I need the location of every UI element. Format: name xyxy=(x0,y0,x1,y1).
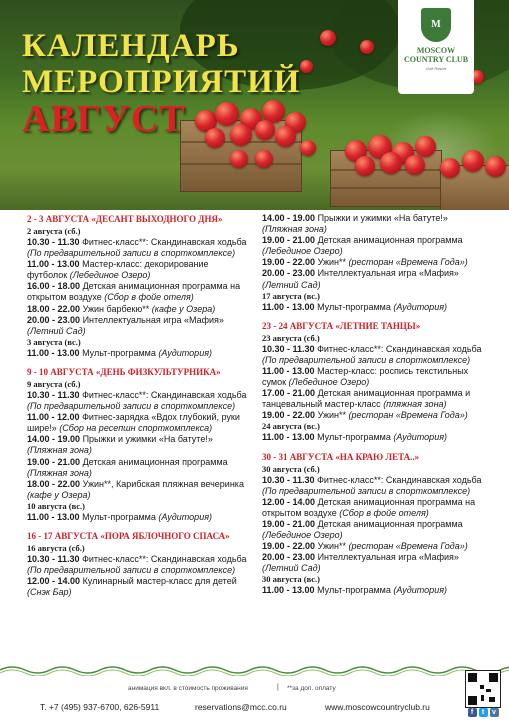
event-text: Интеллектуальная игра «Мафия» xyxy=(317,268,459,279)
vk-icon[interactable]: v xyxy=(490,708,499,717)
event-item xyxy=(262,388,484,410)
title-month: АВГУСТ xyxy=(22,98,186,140)
event-item xyxy=(262,366,484,388)
qr-code-icon[interactable] xyxy=(465,670,501,708)
event-location: (Летний Сад) xyxy=(27,325,86,336)
apple xyxy=(300,60,313,73)
event-time: 19.00 - 21.00 xyxy=(262,518,316,529)
day-heading: 9 августа (сб.) xyxy=(27,378,81,389)
event-text: Мульт-программа xyxy=(82,347,156,358)
event-item xyxy=(262,302,484,313)
section-title: 16 - 17 АВГУСТА «ПОРА ЯБЛОЧНОГО СПАСА» xyxy=(27,530,230,541)
event-location: (Аудитория) xyxy=(158,511,213,522)
event-item xyxy=(27,348,247,359)
event-text: Интеллектуальная игра «Мафия» xyxy=(82,314,224,325)
event-time: 11.00 - 12.00 xyxy=(27,412,80,423)
event-location: (Аудитория) xyxy=(393,432,448,443)
twitter-icon[interactable]: t xyxy=(479,708,488,717)
event-item xyxy=(27,434,247,456)
logo-name-line1: MOSCOW xyxy=(416,46,456,55)
event-text: Фитнес-класс**: Скандинавская ходьба xyxy=(82,237,247,247)
event-item xyxy=(27,304,247,315)
facebook-icon[interactable]: f xyxy=(468,708,477,717)
event-time: 11.00 - 13.00 xyxy=(27,511,80,522)
event-item xyxy=(262,235,484,257)
event-text: Интеллектуальная игра «Мафия» xyxy=(317,552,459,563)
event-time: 12.00 - 14.00 xyxy=(27,576,81,587)
event-item xyxy=(27,457,247,479)
event-section xyxy=(262,451,484,597)
event-item xyxy=(27,412,247,434)
event-item xyxy=(27,576,247,598)
event-location: (По предварительной записи в спорткомплексе) xyxy=(27,401,236,412)
event-time: 20.00 - 23.00 xyxy=(262,552,316,563)
hero-photo xyxy=(0,0,509,210)
event-time: 10.30 - 11.30 xyxy=(262,343,315,354)
event-time: 11.00 - 13.00 xyxy=(262,432,315,443)
footer xyxy=(0,664,509,720)
event-text: Ужин** xyxy=(317,257,347,268)
apple xyxy=(380,152,402,174)
event-text: Ужин** xyxy=(317,410,347,421)
footer-phone[interactable]: Т. +7 (495) 937-6700, 626-5911 xyxy=(40,702,160,712)
event-item xyxy=(27,281,247,303)
event-location: (Пляжная зона) xyxy=(27,445,92,456)
event-text: Фитнес-класс**: Скандинавская ходьба xyxy=(317,343,482,354)
event-location: (Аудитория) xyxy=(158,347,213,358)
event-text: Мастер-класс: роспись текстильных сумок xyxy=(262,365,469,388)
event-location: (Сбор на ресепшн спорткомплекса) xyxy=(59,423,213,434)
day-heading: 16 августа (сб.) xyxy=(27,542,85,553)
event-text: Детская анимационная программа xyxy=(82,456,228,467)
event-item xyxy=(262,497,484,519)
logo-shield-icon: M xyxy=(421,8,451,42)
event-time: 19.00 - 22.00 xyxy=(262,541,316,552)
event-location: (ресторан «Времена Года») xyxy=(348,541,468,552)
event-text: Кулинарный мастер-класс для детей xyxy=(82,576,237,587)
event-time: 14.00 - 19.00 xyxy=(262,213,316,223)
footer-separator: | xyxy=(277,684,279,691)
event-time: 19.00 - 21.00 xyxy=(27,456,81,467)
apple xyxy=(255,120,275,140)
day-heading: 2 августа (сб.) xyxy=(27,226,81,236)
day-heading: 10 августа (вс.) xyxy=(27,500,85,511)
day-heading: 24 августа (вс.) xyxy=(262,421,320,432)
logo-name-line2: COUNTRY CLUB xyxy=(403,55,469,64)
event-time: 20.00 - 23.00 xyxy=(27,314,81,325)
event-text: Детская анимационная программа на открытом воздухе xyxy=(27,281,241,303)
logo-tagline: Golf Resort xyxy=(425,66,447,71)
event-item xyxy=(262,432,484,443)
event-section xyxy=(27,213,247,359)
apple xyxy=(440,158,460,178)
event-text: Фитнес-класс**: Скандинавская ходьба xyxy=(82,389,247,400)
event-time: 14.00 - 19.00 xyxy=(27,434,81,445)
event-time: 11.00 - 13.00 xyxy=(27,259,80,270)
apple xyxy=(275,126,296,147)
event-time: 20.00 - 23.00 xyxy=(262,268,316,279)
event-text: Мульт-программа xyxy=(317,432,391,443)
event-time: 11.00 - 13.00 xyxy=(262,365,315,376)
event-item xyxy=(262,268,484,290)
section-title: 2 - 3 АВГУСТА «ДЕСАНТ ВЫХОДНОГО ДНЯ» xyxy=(27,214,223,224)
event-location: (Снэк Бар) xyxy=(27,587,72,598)
event-location: (По предварительной записи в спорткомплексе) xyxy=(27,248,236,259)
event-location: (Лебединое Озеро) xyxy=(262,246,343,257)
event-item xyxy=(27,512,247,523)
event-time: 11.00 - 13.00 xyxy=(262,585,315,596)
event-time: 19.00 - 22.00 xyxy=(262,257,316,268)
event-time: 18.00 - 22.00 xyxy=(27,478,81,489)
event-item xyxy=(262,410,484,421)
event-section xyxy=(27,530,247,598)
day-heading: 30 августа (сб.) xyxy=(262,463,320,474)
footer-note-extra: **за доп. оплату xyxy=(287,685,336,692)
event-location: (По предварительной записи в спорткомплексе) xyxy=(262,354,471,365)
event-location: (Сбор в фойе отеля) xyxy=(339,507,429,518)
event-item xyxy=(27,237,247,259)
event-text: Фитнес-класс**: Скандинавская ходьба xyxy=(82,553,247,564)
club-logo[interactable] xyxy=(398,0,474,94)
title-line2: МЕРОПРИЯТИЙ xyxy=(22,64,301,100)
apple xyxy=(360,40,374,54)
event-time: 18.00 - 22.00 xyxy=(27,303,81,314)
event-location: (кафе у Озера) xyxy=(27,489,91,500)
event-text: Мастер-класс: декорирование футболок xyxy=(27,259,209,281)
event-time: 12.00 - 14.00 xyxy=(262,496,316,507)
title-line1: КАЛЕНДАРЬ xyxy=(22,28,240,64)
event-text: Прыжки и ужимки «На батуте!» xyxy=(317,213,448,223)
event-location: (пляжная зона) xyxy=(383,399,447,410)
event-text: Ужин** xyxy=(317,541,347,552)
event-item xyxy=(27,479,247,501)
event-item xyxy=(27,554,247,576)
event-item xyxy=(262,585,484,596)
event-location: (Летний Сад) xyxy=(262,279,321,290)
event-location: (Лебединое Озеро) xyxy=(288,377,370,388)
schedule-column-right xyxy=(262,213,484,603)
event-text: Детская анимационная программа xyxy=(317,518,463,529)
event-location: (ресторан «Времена Года») xyxy=(348,410,468,421)
event-location: (Пляжная зона) xyxy=(262,224,327,235)
event-location: (Аудитория) xyxy=(393,585,448,596)
section-title: 9 - 10 АВГУСТА «ДЕНЬ ФИЗКУЛЬТУРНИКА» xyxy=(27,366,221,377)
event-time: 19.00 - 22.00 xyxy=(262,410,316,421)
event-text: Фитнес-класс**: Скандинавская ходьба xyxy=(317,474,482,485)
event-location: (По предварительной записи в спорткомплексе) xyxy=(262,485,471,496)
footer-email-link[interactable]: reservations@mcc.co.ru xyxy=(195,702,287,712)
apple xyxy=(255,150,273,168)
event-item xyxy=(262,257,484,268)
event-section xyxy=(27,366,247,523)
event-item xyxy=(262,541,484,552)
apple xyxy=(485,156,506,177)
event-location: (Аудитория) xyxy=(393,301,448,312)
event-location: (Летний Сад) xyxy=(262,563,321,574)
apple xyxy=(215,102,239,126)
event-location: (Пляжная зона) xyxy=(27,467,92,478)
section-title: 30 - 31 АВГУСТА «НА КРАЮ ЛЕТА..» xyxy=(262,451,420,462)
social-icons xyxy=(466,708,500,718)
apple xyxy=(230,124,252,146)
event-time: 17.00 - 21.00 xyxy=(262,388,316,399)
apple xyxy=(355,156,375,176)
day-heading: 17 августа (вс.) xyxy=(262,290,320,301)
section-title: 23 - 24 АВГУСТА «ЛЕТНИЕ ТАНЦЫ» xyxy=(262,320,421,331)
event-location: (По предварительной записи в спорткомплексе) xyxy=(27,565,236,576)
event-location: (Лебединое Озеро) xyxy=(69,270,151,281)
event-time: 19.00 - 21.00 xyxy=(262,235,316,246)
day-heading: 30 августа (вс.) xyxy=(262,574,320,585)
event-item xyxy=(262,213,484,235)
event-time: 10.30 - 11.30 xyxy=(27,237,80,247)
event-time: 11.00 - 13.00 xyxy=(27,347,80,358)
event-item xyxy=(262,344,484,366)
apple xyxy=(415,136,436,157)
event-location: (ресторан «Времена Года») xyxy=(348,257,468,268)
footer-note-included: анимация вкл. в стоимость проживания xyxy=(128,685,248,692)
apple xyxy=(230,150,248,168)
apple xyxy=(300,140,316,156)
event-time: 11.00 - 13.00 xyxy=(262,301,315,312)
day-heading: 3 августа (вс.) xyxy=(27,336,81,347)
event-text: Прыжки и ужимки «На батуте!» xyxy=(82,434,213,445)
event-time: 10.30 - 11.30 xyxy=(27,389,80,400)
event-item xyxy=(262,552,484,574)
event-time: 16.00 - 18.00 xyxy=(27,281,81,292)
event-text: Мульт-программа xyxy=(82,511,156,522)
footer-website-link[interactable]: www.moscowcountryclub.ru xyxy=(325,702,430,712)
event-text: Мульт-программа xyxy=(317,301,391,312)
apple xyxy=(320,30,336,46)
event-item xyxy=(27,390,247,412)
event-time: 10.30 - 11.30 xyxy=(27,553,80,564)
event-item xyxy=(27,315,247,337)
event-text: Детская анимационная программа на открытом воздухе xyxy=(262,496,476,518)
event-text: Ужин**, Карибская пляжная вечеринка xyxy=(82,478,244,489)
event-text: Ужин барбекю** xyxy=(82,303,150,314)
event-text: Детская анимационная программа и танцевальный мастер-класс xyxy=(262,388,471,410)
apple xyxy=(462,150,484,172)
event-text: Детская анимационная программа xyxy=(317,235,463,246)
apple xyxy=(405,155,425,175)
event-text: Мульт-программа xyxy=(317,585,391,596)
event-time: 10.30 - 11.30 xyxy=(262,474,315,485)
schedule-column-left xyxy=(27,213,247,605)
event-item xyxy=(262,475,484,497)
event-location: (кафе у Озера) xyxy=(151,303,216,314)
event-text: Фитнес-зарядка «Вдох глубокий, руки шире!» xyxy=(27,412,240,434)
apple xyxy=(205,128,225,148)
event-section xyxy=(262,213,484,313)
event-item xyxy=(262,519,484,541)
event-location: (Сбор в фойе отеля) xyxy=(104,292,194,303)
footer-wave xyxy=(0,664,509,676)
event-location: (Лебединое Озеро) xyxy=(262,529,343,540)
event-section xyxy=(262,320,484,444)
event-item xyxy=(27,259,247,281)
day-heading: 23 августа (сб.) xyxy=(262,332,320,343)
